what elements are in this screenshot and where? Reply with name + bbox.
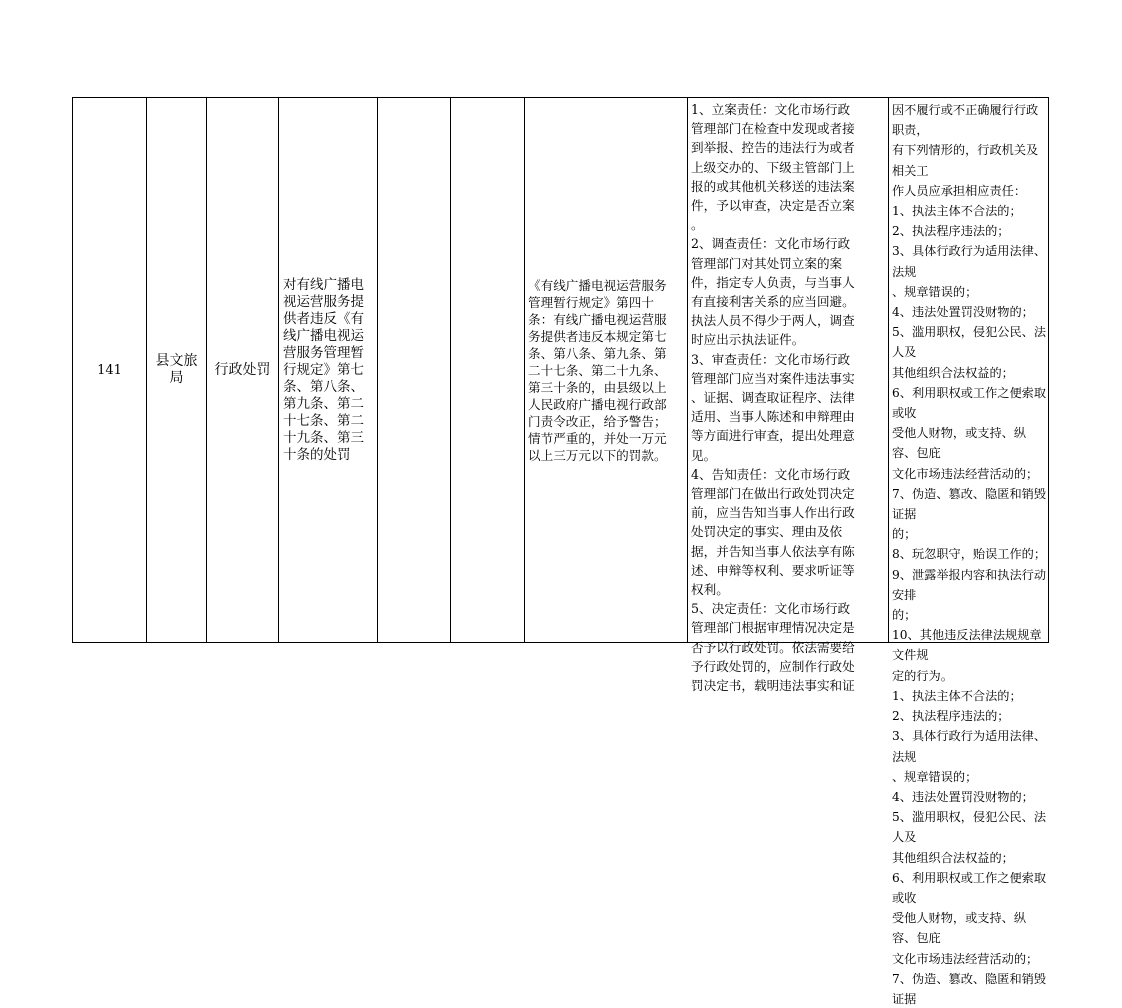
cell-item-name bbox=[279, 98, 378, 642]
power-list-table bbox=[72, 97, 1049, 1006]
cell-responsibility bbox=[688, 98, 889, 694]
cell-department bbox=[147, 98, 207, 642]
cell-number bbox=[73, 98, 147, 642]
accountability-text: 因不履行或不正确履行行政职责， 有下列情形的，行政机关及相关工 作人员应承担相应责任： 1、执法主体不合法的； 2、执法程序违法的； 3、具体行政行为适用法律、法规 、规章错误的； 4、违法处置罚没财物的； 5、滥用职权，侵犯公民、法人及 其他组织合法权益的； 6、利用职权或工作之便索取或收 受他人财物，或支持、纵容、包庇 文化市场违法经营活动的； 7、伪造、篡改、隐匿和销毁证据 的； 8、玩忽职守，贻误工作的； 9、泄露举报内容和执法行动安排 的； 10、其他违反法律法规规章文件规 定的行为。 1、执法主体不合法的； 2、执法程序违法的； 3、具体行政行为适用法律、法规 、规章错误的； 4、违法处置罚没财物的； 5、滥用职权，侵犯公民、法人及 其他组织合法权益的； 6、利用职权或工作之便索取或收 受他人财物，或支持、纵容、包庇 文化市场违法经营活动的； 7、伪造、篡改、隐匿和销毁证据 bbox=[892, 103, 1047, 1006]
legal-basis: 《有线广播电视运营服务 管理暂行规定》第四十 条：有线广播电视运营服 务提供者违反本规定第七 条、第八条、第九条、第 二十七条、第二十九条、 第三十条的，由县级以上 人民政府广播电视行政部 门责令改正，给予警告； 情节严重的，并处一万元 以上三万元以下的罚款。 bbox=[528, 277, 667, 463]
cell-legal-basis bbox=[525, 98, 688, 642]
cell-category bbox=[207, 98, 279, 642]
cell-accountability bbox=[889, 98, 1048, 1006]
responsibility-text: 1、立案责任：文化市场行政 管理部门在检查中发现或者接 到举报、控告的违法行为或者 上级交办的、下级主管部门上 报的或其他机关移送的违法案 件，予以审查，决定是否立案 。 2、调查责任：文化市场行政 管理部门对其处罚立案的案 件，指定专人负责，与当事人 有直接利害关系的应当回避。 执法人员不得少于两人，调查 时应出示执法证件。 3、审查责任：文化市场行政 管理部门应当对案件违法事实 、证据、调查取证程序、法律 适用、当事人陈述和申辩理由 等方面进行审查，提出处理意 见。 4、告知责任：文化市场行政 管理部门在做出行政处罚决定 前，应当告知当事人作出行政 处罚决定的事实、理由及依 据，并告知当事人依法享有陈 述、申辩等权利、要求听证等 权利。 5、决定责任：文化市场行政 管理部门根据审理情况决定是 否予以行政处罚。依法需要给 予行政处罚的，应制作行政处 罚决定书，载明违法事实和证 bbox=[691, 102, 855, 694]
cell-blank bbox=[451, 98, 525, 642]
power-category: 行政处罚 bbox=[214, 361, 271, 378]
department-name: 县文旅 局 bbox=[155, 353, 198, 386]
cell-sub-item bbox=[378, 98, 451, 642]
row-number: 141 bbox=[97, 362, 122, 378]
item-name: 对有线广播电 视运营服务提 供者违反《有 线广播电视运 营服务管理暂 行规定》第七 条、第八条、 第九条、第二 十七条、第二 十九条、第三 十条的处罚 bbox=[283, 276, 364, 463]
